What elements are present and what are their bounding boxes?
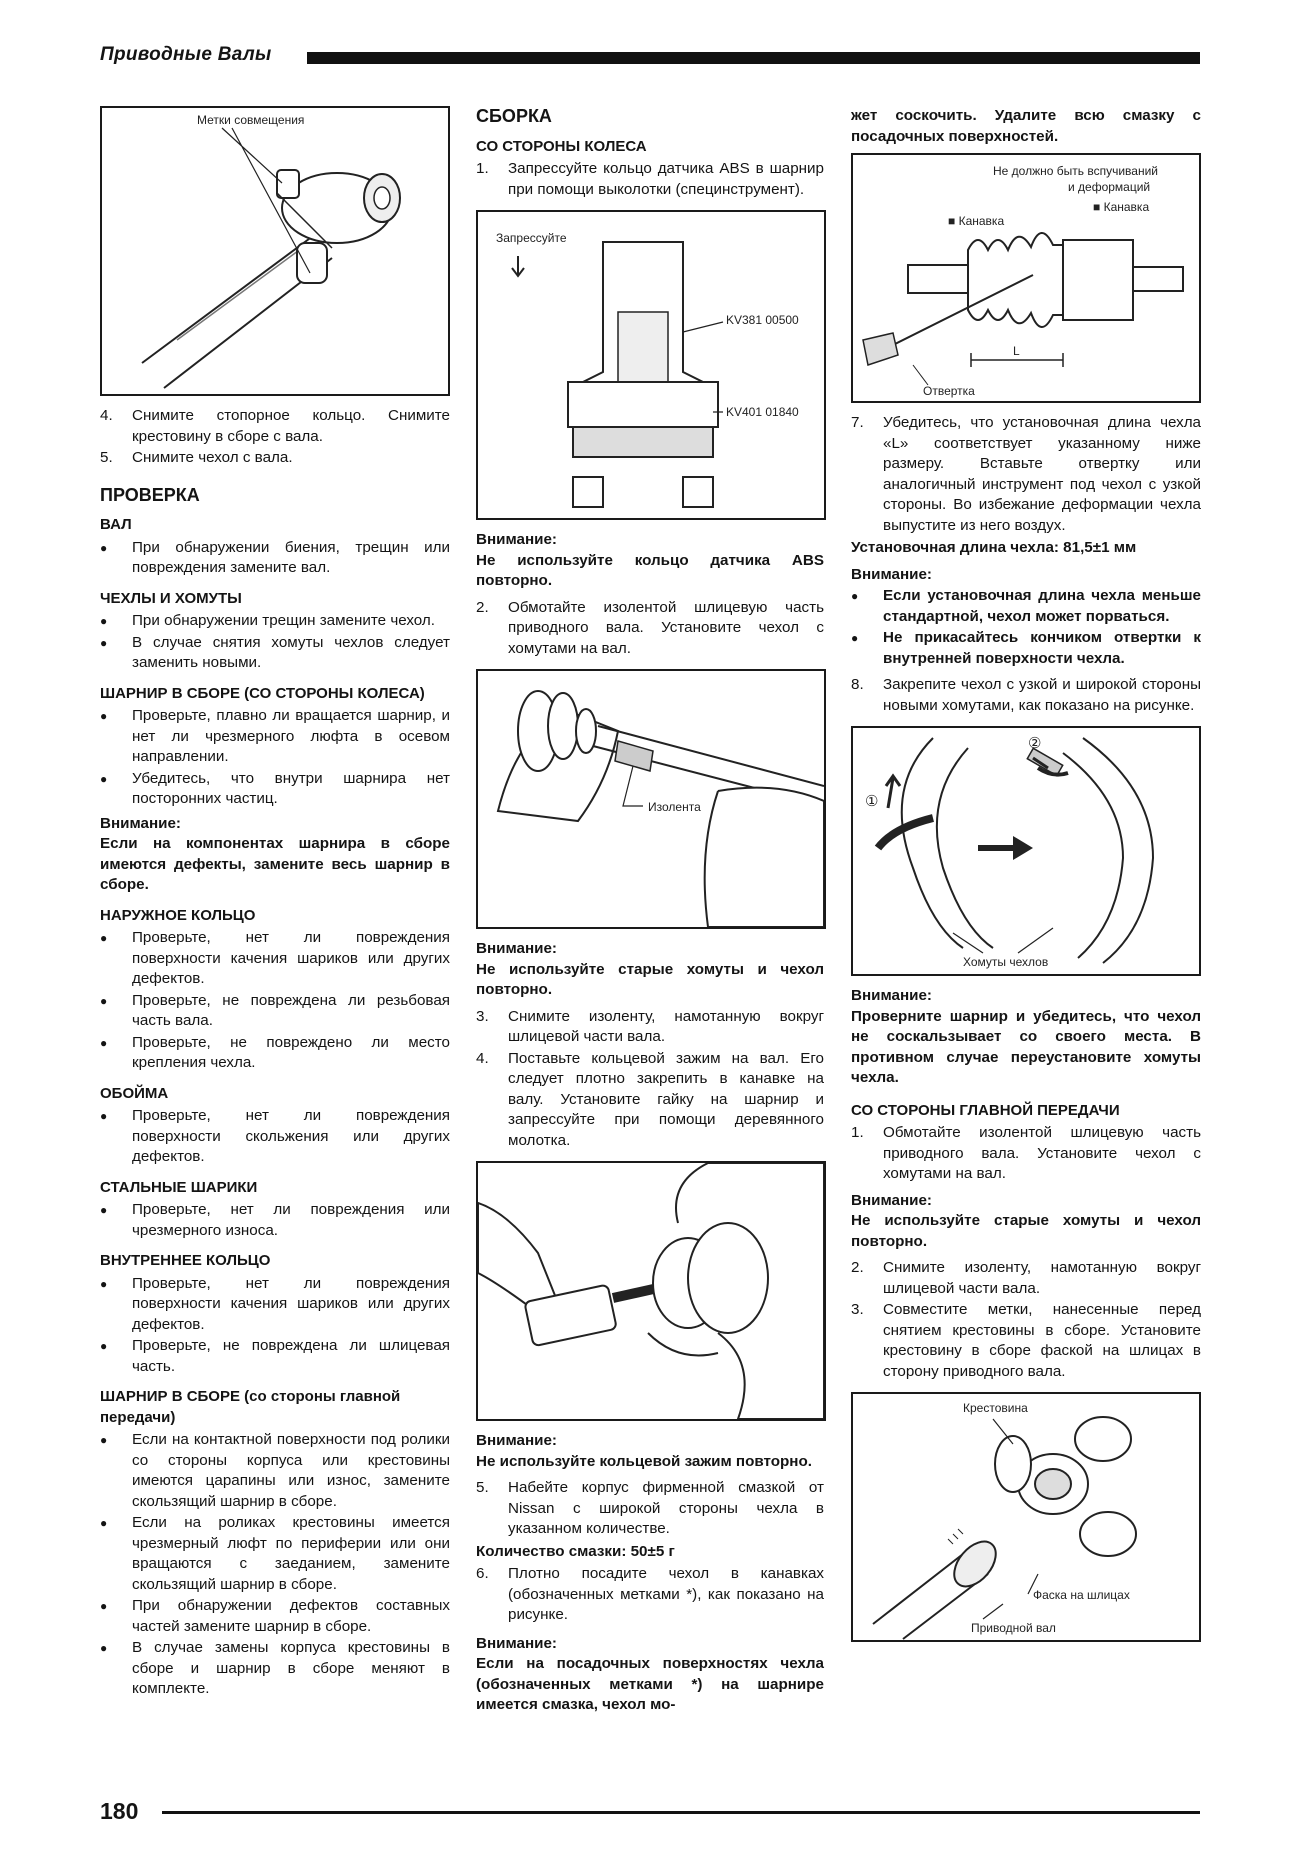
list-item: 6. Плотно посадите чехол в канавках (обозначенных метками *), как показано на рисунке. [476,1565,824,1623]
figure-alignment-marks [100,106,450,396]
caution-label: Внимание: [476,940,557,957]
caution-text: Не используйте старые хомуты и чехол повторно. [851,1212,1201,1250]
bullet-item: ● Проверьте, не повреждена ли шлицевая часть. [100,1337,450,1375]
figure-label-alignment-marks: Метки совмещения [197,113,305,127]
tool-label: KV381 00500 [726,313,799,327]
caution-text: Если на посадочных поверхностях чехла (обозначенных метками *) на шарнире имеется смазка, чехол мо- [476,1655,824,1713]
figure-label-drive-shaft: Приводной вал [971,1621,1056,1635]
caution-label: Внимание: [851,987,932,1004]
figure-abs-ring-press [476,210,826,520]
figure-tape-wrap [476,669,826,929]
bullet-item: ● Проверьте, нет ли повреждения или чрезмерного износа. [100,1201,450,1239]
caution-text: Проверните шарнир и убедитесь, что чехол не соскальзывает со своего места. В противном случае переустановите хомуты чехла. [851,1007,1201,1086]
bullet-item: ● При обнаружении трещин замените чехол. [100,612,435,629]
subsection-title: ВНУТРЕННЕЕ КОЛЬЦО [100,1252,271,1269]
step-mark-1: ① [865,793,879,810]
boot-length-spec: Установочная длина чехла: 81,5±1 мм [851,539,1137,556]
figure-boot-length [851,153,1201,403]
page-header-title: Приводные Валы [100,44,272,65]
figure-label-clamps: Хомуты чехлов [963,955,1049,969]
spider-install-illustration [853,1394,1199,1640]
list-item: 8. Закрепите чехол с узкой и широкой стороны новыми хомутами, как показано на рисунке. [851,676,1201,714]
tool-label: KV401 01840 [726,405,799,419]
figure-label-tape: Изолента [648,800,701,814]
list-item: 4. Снимите стопорное кольцо. Снимите крестовину в сборе с вала. [100,407,450,445]
caution-label: Внимание: [476,1634,557,1652]
bullet-item: ● Проверьте, не повреждено ли место крепления чехла. [100,1033,450,1071]
figure-label-chamfer: Фаска на шлицах [1033,1588,1130,1602]
caution-label: Внимание: [851,565,932,583]
bullet-item: ● Проверьте, плавно ли вращается шарнир, и нет ли чрезмерного люфта в осевом направлении. [100,707,450,765]
caution-text: Если на компонентах шарнира в сборе имеются дефекты, замените весь шарнир в сборе. [100,835,450,893]
list-item: 3. Совместите метки, нанесенные перед снятием крестовины в сборе. Установите крестовину в сборе фаской на шлицах в сторону приводного вала. [851,1301,1201,1380]
column-1 [100,106,450,1701]
figure-label-no-deformation: Не должно быть вспучиваний [993,164,1158,178]
subsection-title: СО СТОРОНЫ КОЛЕСА [476,137,647,155]
list-item: 2. Снимите изоленту, намотанную вокруг шлицевой части вала. [851,1259,1201,1297]
caution-label: Внимание: [476,1432,557,1449]
section-title-assembly: СБОРКА [476,106,552,126]
list-item: 4. Поставьте кольцевой зажим на вал. Его следует плотно закрепить в канавке на валу. Установите гайку на шарнир и запрессуйте при помощи деревянного молотка. [476,1049,824,1149]
bullet-item: ● В случае замены корпуса крестовины в сборе и шарнир в сборе меняют в комплекте. [100,1639,450,1697]
caution-label: Внимание: [100,814,181,832]
subsection-title: НАРУЖНОЕ КОЛЬЦО [100,906,256,924]
figure-circlip-install [476,1161,826,1421]
figure-label-press: Запрессуйте [496,231,567,245]
bullet-item: ● Убедитесь, что внутри шарнира нет посторонних частиц. [100,769,450,807]
shaft-joint-illustration [102,108,448,394]
section-title-inspection: ПРОВЕРКА [100,484,200,505]
caution-label: Внимание: [476,531,557,548]
press-tool-illustration [478,212,824,518]
list-item: 5. Набейте корпус фирменной смазкой от Nissan с широкой стороны чехла в указанном количестве. [476,1479,824,1537]
header-rule [307,52,1200,64]
circlip-install-illustration [478,1163,824,1419]
list-item: 2. Обмотайте изолентой шлицевую часть приводного вала. Установите чехол с хомутами на вал. [476,598,824,657]
bullet-item: ● Если на контактной поверхности под ролики со стороны корпуса или крестовины имеются царапины или износ, замените скользящий шарнир в сборе. [100,1431,450,1510]
caution-label: Внимание: [851,1191,932,1209]
caution-text: Не используйте кольцевой зажим повторно. [476,1452,812,1470]
list-item: 1. Запрессуйте кольцо датчика ABS в шарнир при помощи выколотки (специнструмент). [476,160,824,198]
step-mark-2: ② [1028,735,1042,752]
subsection-title: ОБОЙМА [100,1084,169,1102]
footer-rule [162,1811,1200,1814]
figure-spider-install [851,1392,1201,1642]
subsection-title: ВАЛ [100,516,132,533]
page-number: 180 [100,1798,139,1824]
caution-text: Не используйте кольцо датчика ABS повторно. [476,551,824,589]
subsection-title: ЧЕХЛЫ И ХОМУТЫ [100,589,242,607]
list-item: 3. Снимите изоленту, намотанную вокруг шлицевой части вала. [476,1007,824,1045]
bullet-item: ● При обнаружении дефектов составных частей замените шарнир в сборе. [100,1597,450,1635]
grease-quantity-spec: Количество смазки: 50±5 г [476,1542,675,1560]
tape-wrap-illustration [478,671,824,927]
figure-label-spider: Крестовина [963,1401,1028,1415]
figure-label-no-deformation: и деформаций [1068,180,1151,194]
figure-boot-clamps [851,726,1201,976]
subsection-title: СТАЛЬНЫЕ ШАРИКИ [100,1178,258,1196]
bullet-item: ● При обнаружении биения, трещин или повреждения замените вал. [100,538,450,576]
bullet-item: ● Не прикасайтесь кончиком отвертки к внутренней поверхности чехла. [851,629,1201,667]
bullet-item: ● Проверьте, нет ли повреждения поверхности качения шариков или других дефектов. [100,1274,450,1333]
boot-clamps-illustration [853,728,1199,974]
subsection-title: ШАРНИР В СБОРЕ (СО СТОРОНЫ КОЛЕСА) [100,684,425,702]
bullet-item: ● Если установочная длина чехла меньше стандартной, чехол может порваться. [851,587,1201,625]
boot-length-illustration [853,155,1199,401]
bullet-item: ● Проверьте, нет ли повреждения поверхности скольжения или других дефектов. [100,1107,450,1165]
figure-label-screwdriver: Отвертка [923,384,975,398]
bullet-item: ● Проверьте, нет ли повреждения поверхности качения шариков или других дефектов. [100,929,450,987]
bullet-item: ● Проверьте, не повреждена ли резьбовая часть вала. [100,991,450,1029]
list-item: 1. Обмотайте изолентой шлицевую часть приводного вала. Установите чехол с хомутами на вал. [851,1124,1201,1182]
caution-text: Не используйте старые хомуты и чехол повторно. [476,960,824,998]
column-2 [476,106,824,1722]
list-item: 5. Снимите чехол с вала. [100,449,293,466]
subsection-title: ШАРНИР В СБОРЕ (со стороны главной передачи) [100,1388,401,1426]
column-3 [851,106,1201,1642]
list-item: 7. Убедитесь, что установочная длина чехла «L» соответствует указанному ниже размеру. Вставьте отвертку или аналогичный инструмент под чехол с узкой стороны. Во избежание деформации чехла выпустите из него воздух. [851,414,1201,534]
figure-label-length: L [1013,344,1020,358]
figure-label-groove: ■ Канавка [1093,200,1150,214]
bullet-item: ● В случае снятия хомуты чехлов следует заменить новыми. [100,633,450,671]
bullet-item: ● Если на роликах крестовины имеется чрезмерный люфт по периферии или они вращаются с заеданием, замените скользящий шарнир в сборе. [100,1514,450,1593]
subsection-title: СО СТОРОНЫ ГЛАВНОЙ ПЕРЕДАЧИ [851,1101,1120,1119]
figure-label-groove: ■ Канавка [948,214,1005,228]
caution-text-continued: жет соскочить. Удалите всю смазку с посадочных поверхностей. [851,107,1201,145]
